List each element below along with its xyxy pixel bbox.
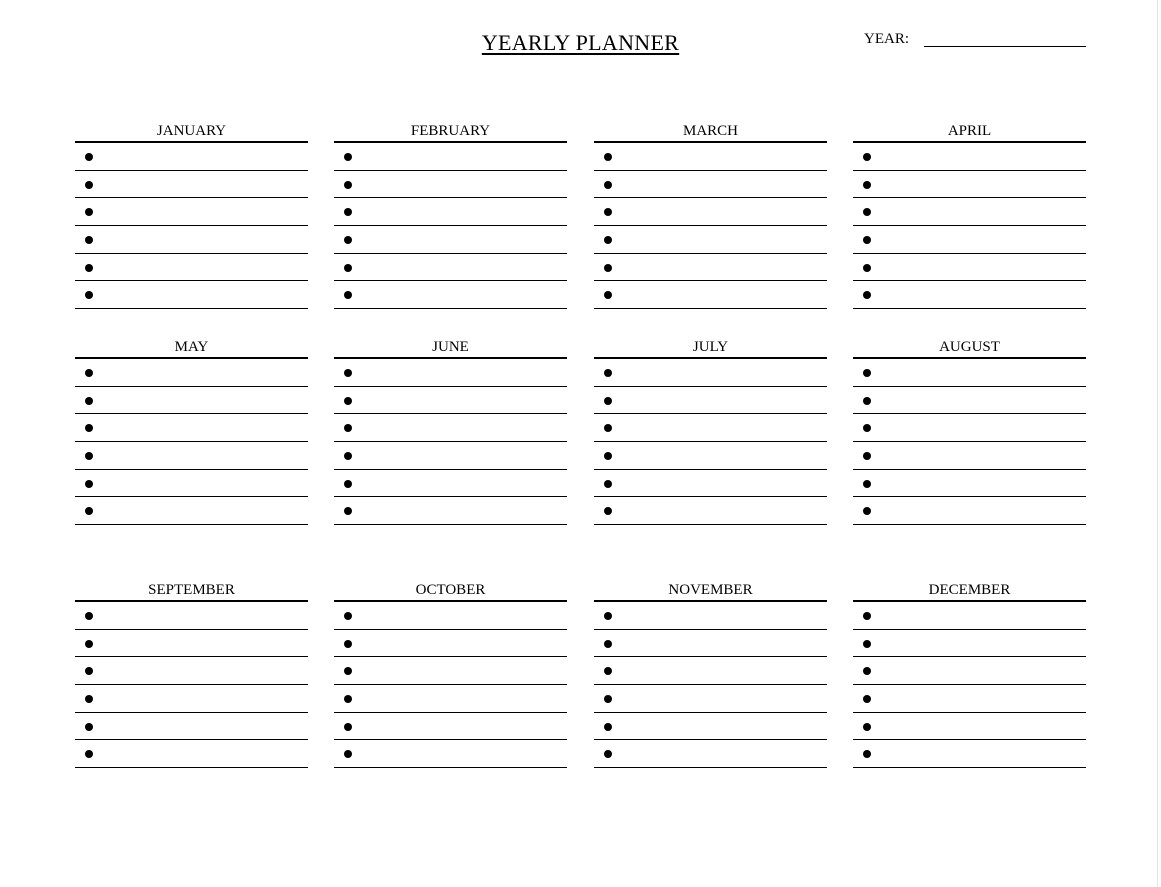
bullet-icon bbox=[604, 424, 612, 432]
entry-line[interactable] bbox=[75, 198, 308, 226]
month-july bbox=[594, 337, 827, 525]
month-name: JANUARY bbox=[75, 121, 308, 143]
bullet-icon bbox=[85, 507, 93, 515]
entry-line[interactable] bbox=[334, 470, 567, 498]
bullet-icon bbox=[863, 397, 871, 405]
bullet-icon bbox=[85, 153, 93, 161]
bullet-icon bbox=[863, 452, 871, 460]
month-may bbox=[75, 337, 308, 525]
month-november bbox=[594, 580, 827, 768]
entry-line[interactable] bbox=[334, 387, 567, 415]
entry-line[interactable] bbox=[594, 685, 827, 713]
bullet-icon bbox=[604, 264, 612, 272]
entry-line[interactable] bbox=[334, 442, 567, 470]
bullet-icon bbox=[863, 264, 871, 272]
bullet-icon bbox=[863, 480, 871, 488]
entry-line[interactable] bbox=[75, 414, 308, 442]
month-name: DECEMBER bbox=[853, 580, 1086, 602]
month-name: OCTOBER bbox=[334, 580, 567, 602]
entry-line[interactable] bbox=[853, 387, 1086, 415]
bullet-icon bbox=[85, 452, 93, 460]
month-january bbox=[75, 121, 308, 309]
entry-line[interactable] bbox=[594, 387, 827, 415]
bullet-icon bbox=[604, 236, 612, 244]
entry-line[interactable] bbox=[594, 143, 827, 171]
bullet-icon bbox=[863, 181, 871, 189]
entry-line[interactable] bbox=[594, 171, 827, 199]
bullet-icon bbox=[85, 612, 93, 620]
month-december bbox=[853, 580, 1086, 768]
bullet-icon bbox=[85, 181, 93, 189]
entry-line[interactable] bbox=[594, 713, 827, 741]
bullet-icon bbox=[85, 667, 93, 675]
entry-line[interactable] bbox=[853, 740, 1086, 768]
bullet-icon bbox=[344, 291, 352, 299]
bullet-icon bbox=[85, 723, 93, 731]
bullet-icon bbox=[863, 695, 871, 703]
bullet-icon bbox=[863, 291, 871, 299]
bullet-icon bbox=[344, 723, 352, 731]
bullet-icon bbox=[604, 153, 612, 161]
entry-line[interactable] bbox=[594, 657, 827, 685]
entry-line[interactable] bbox=[334, 685, 567, 713]
entry-line[interactable] bbox=[75, 657, 308, 685]
bullet-icon bbox=[344, 264, 352, 272]
page-title: YEARLY PLANNER bbox=[481, 30, 680, 55]
bullet-icon bbox=[604, 291, 612, 299]
entry-line[interactable] bbox=[334, 359, 567, 387]
month-name: JULY bbox=[594, 337, 827, 359]
bullet-icon bbox=[604, 612, 612, 620]
entry-line[interactable] bbox=[75, 359, 308, 387]
entry-line[interactable] bbox=[853, 497, 1086, 525]
bullet-icon bbox=[863, 640, 871, 648]
bullet-icon bbox=[85, 291, 93, 299]
entry-line[interactable] bbox=[853, 657, 1086, 685]
entry-line[interactable] bbox=[594, 359, 827, 387]
bullet-icon bbox=[604, 723, 612, 731]
entry-line[interactable] bbox=[75, 602, 308, 630]
bullet-icon bbox=[85, 264, 93, 272]
entry-line[interactable] bbox=[75, 143, 308, 171]
entry-line[interactable] bbox=[75, 442, 308, 470]
entry-line[interactable] bbox=[853, 281, 1086, 309]
entry-line[interactable] bbox=[75, 685, 308, 713]
bullet-icon bbox=[344, 181, 352, 189]
entry-line[interactable] bbox=[853, 602, 1086, 630]
bullet-icon bbox=[604, 695, 612, 703]
month-name: NOVEMBER bbox=[594, 580, 827, 602]
month-name: AUGUST bbox=[853, 337, 1086, 359]
bullet-icon bbox=[344, 667, 352, 675]
page-edge bbox=[1157, 0, 1158, 887]
entry-line[interactable] bbox=[334, 143, 567, 171]
bullet-icon bbox=[863, 153, 871, 161]
bullet-icon bbox=[604, 181, 612, 189]
entry-line[interactable] bbox=[594, 497, 827, 525]
entry-line[interactable] bbox=[334, 602, 567, 630]
entry-line[interactable] bbox=[594, 198, 827, 226]
bullet-icon bbox=[604, 397, 612, 405]
entry-line[interactable] bbox=[853, 414, 1086, 442]
month-february bbox=[334, 121, 567, 309]
bullet-icon bbox=[863, 750, 871, 758]
bullet-icon bbox=[863, 507, 871, 515]
entry-line[interactable] bbox=[334, 630, 567, 658]
bullet-icon bbox=[85, 750, 93, 758]
bullet-icon bbox=[604, 452, 612, 460]
entry-line[interactable] bbox=[594, 602, 827, 630]
bullet-icon bbox=[604, 480, 612, 488]
entry-line[interactable] bbox=[853, 685, 1086, 713]
entry-line[interactable] bbox=[334, 497, 567, 525]
bullet-icon bbox=[85, 640, 93, 648]
bullet-icon bbox=[344, 208, 352, 216]
bullet-icon bbox=[344, 369, 352, 377]
entry-line[interactable] bbox=[594, 226, 827, 254]
bullet-icon bbox=[344, 424, 352, 432]
bullet-icon bbox=[344, 695, 352, 703]
entry-line[interactable] bbox=[853, 470, 1086, 498]
bullet-icon bbox=[85, 369, 93, 377]
entry-line[interactable] bbox=[853, 198, 1086, 226]
bullet-icon bbox=[863, 208, 871, 216]
entry-line[interactable] bbox=[334, 171, 567, 199]
month-name: APRIL bbox=[853, 121, 1086, 143]
entry-line[interactable] bbox=[75, 740, 308, 768]
entry-line[interactable] bbox=[334, 226, 567, 254]
bullet-icon bbox=[85, 424, 93, 432]
entry-line[interactable] bbox=[75, 713, 308, 741]
year-field[interactable] bbox=[924, 46, 1086, 47]
entry-line[interactable] bbox=[594, 281, 827, 309]
entry-line[interactable] bbox=[594, 740, 827, 768]
entry-line[interactable] bbox=[594, 630, 827, 658]
entry-line[interactable] bbox=[334, 740, 567, 768]
bullet-icon bbox=[85, 397, 93, 405]
month-name: FEBRUARY bbox=[334, 121, 567, 143]
entry-line[interactable] bbox=[853, 442, 1086, 470]
entry-line[interactable] bbox=[75, 281, 308, 309]
bullet-icon bbox=[863, 424, 871, 432]
month-october bbox=[334, 580, 567, 768]
bullet-icon bbox=[344, 612, 352, 620]
month-march bbox=[594, 121, 827, 309]
bullet-icon bbox=[604, 750, 612, 758]
entry-line[interactable] bbox=[853, 359, 1086, 387]
bullet-icon bbox=[604, 667, 612, 675]
bullet-icon bbox=[344, 153, 352, 161]
bullet-icon bbox=[604, 507, 612, 515]
month-june bbox=[334, 337, 567, 525]
entry-line[interactable] bbox=[334, 713, 567, 741]
entry-line[interactable] bbox=[594, 442, 827, 470]
bullet-icon bbox=[85, 695, 93, 703]
month-september bbox=[75, 580, 308, 768]
bullet-icon bbox=[85, 480, 93, 488]
entry-line[interactable] bbox=[853, 226, 1086, 254]
entry-line[interactable] bbox=[334, 198, 567, 226]
entry-line[interactable] bbox=[594, 414, 827, 442]
entry-line[interactable] bbox=[334, 414, 567, 442]
entry-line[interactable] bbox=[75, 254, 308, 282]
bullet-icon bbox=[863, 723, 871, 731]
year-label: YEAR: bbox=[864, 31, 909, 47]
entry-line[interactable] bbox=[594, 254, 827, 282]
bullet-icon bbox=[344, 507, 352, 515]
month-name: JUNE bbox=[334, 337, 567, 359]
month-name: MARCH bbox=[594, 121, 827, 143]
entry-line[interactable] bbox=[853, 630, 1086, 658]
entry-line[interactable] bbox=[853, 254, 1086, 282]
entry-line[interactable] bbox=[75, 470, 308, 498]
bullet-icon bbox=[863, 369, 871, 377]
entry-line[interactable] bbox=[334, 657, 567, 685]
month-name: SEPTEMBER bbox=[75, 580, 308, 602]
bullet-icon bbox=[863, 667, 871, 675]
bullet-icon bbox=[85, 236, 93, 244]
bullet-icon bbox=[344, 397, 352, 405]
entry-line[interactable] bbox=[594, 470, 827, 498]
entry-line[interactable] bbox=[853, 171, 1086, 199]
bullet-icon bbox=[344, 640, 352, 648]
bullet-icon bbox=[604, 640, 612, 648]
entry-line[interactable] bbox=[334, 281, 567, 309]
entry-line[interactable] bbox=[75, 630, 308, 658]
entry-line[interactable] bbox=[75, 497, 308, 525]
bullet-icon bbox=[863, 236, 871, 244]
month-august bbox=[853, 337, 1086, 525]
entry-line[interactable] bbox=[75, 171, 308, 199]
bullet-icon bbox=[85, 208, 93, 216]
entry-line[interactable] bbox=[853, 713, 1086, 741]
month-april bbox=[853, 121, 1086, 309]
bullet-icon bbox=[863, 612, 871, 620]
month-name: MAY bbox=[75, 337, 308, 359]
entry-line[interactable] bbox=[334, 254, 567, 282]
bullet-icon bbox=[604, 369, 612, 377]
entry-line[interactable] bbox=[75, 226, 308, 254]
bullet-icon bbox=[344, 452, 352, 460]
bullet-icon bbox=[344, 480, 352, 488]
bullet-icon bbox=[344, 750, 352, 758]
entry-line[interactable] bbox=[853, 143, 1086, 171]
entry-line[interactable] bbox=[75, 387, 308, 415]
bullet-icon bbox=[604, 208, 612, 216]
bullet-icon bbox=[344, 236, 352, 244]
